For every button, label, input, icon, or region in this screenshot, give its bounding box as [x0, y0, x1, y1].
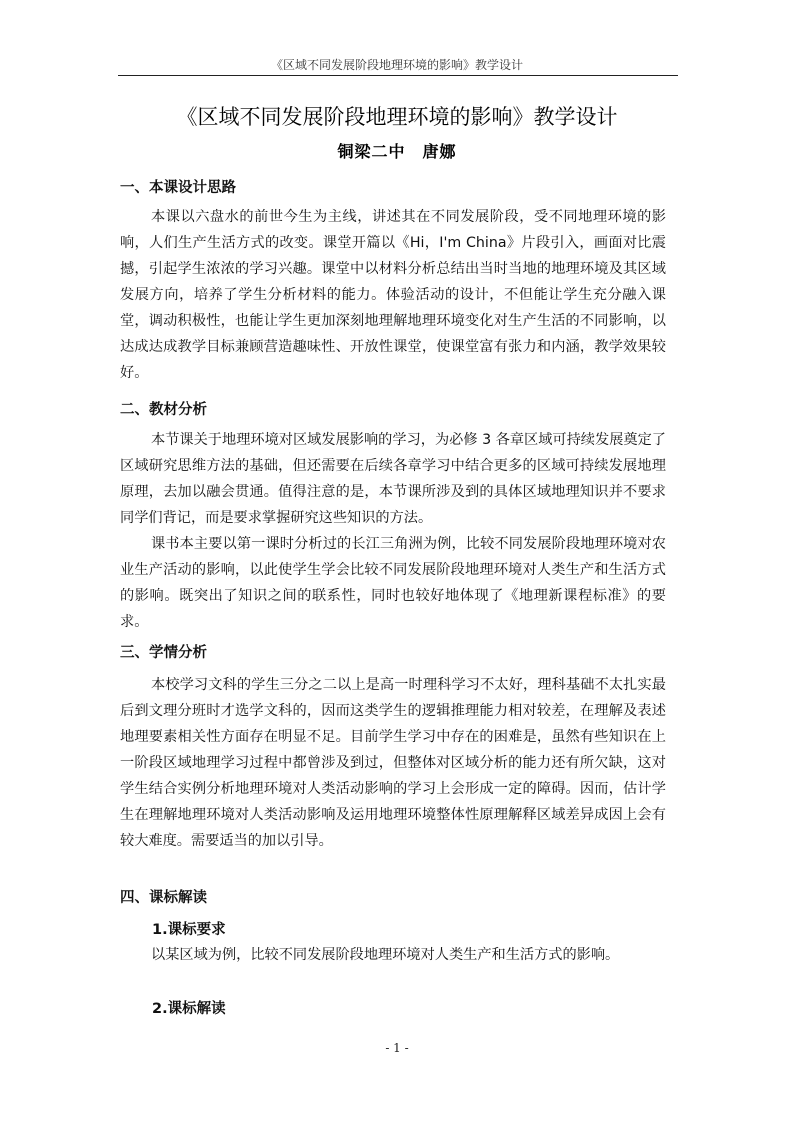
subheading-curriculum-requirement: 1.课标要求: [152, 922, 226, 938]
header-divider: [118, 75, 678, 76]
paragraph-textbook-analysis-1: 本节课关于地理环境对区域发展影响的学习，为必修 3 各章区域可持续发展奠定了区域研究思维方法的基础，但还需要在后续各章学习中结合更多的区域可持续发展地理原理，去加以融会贯通。值得注意的是，本节课所涉及到的具体区域地理知识并不要求同学们背记，而是要求掌握研究这些知识的方法。: [120, 432, 666, 526]
subheading-curriculum-interpretation: 2.课标解读: [152, 1001, 226, 1017]
running-header-title: 《区域不同发展阶段地理环境的影响》教学设计: [270, 58, 523, 72]
paragraph-curriculum-requirement: 以某区域为例，比较不同发展阶段地理环境对人类生产和生活方式的影响。: [151, 947, 620, 963]
section-heading-design-ideas: 一、本课设计思路: [120, 180, 236, 196]
section-heading-student-analysis: 三、学情分析: [120, 645, 207, 661]
paragraph-design-ideas: 本课以六盘水的前世今生为主线，讲述其在不同发展阶段，受不同地理环境的影响，人们生产生活方式的改变。课堂开篇以《Hi，I'm China》片段引入，画面对比震撼，引起学生浓浓的学习兴趣。课堂中以材料分析总结出当时当地的地理环境及其区域发展方向，培养了学生分析材料的能力。体验活动的设计，不但能让学生充分融入课堂，调动积极性，也能让学生更加深刻地理解地理环境变化对生产生活的不同影响，以达成达成教学目标兼顾营造趣味性、开放性课堂，使课堂富有张力和内涵，教学效果较好。: [120, 209, 666, 381]
section-heading-textbook-analysis: 二、教材分析: [120, 402, 207, 418]
document-title: 《区域不同发展阶段地理环境的影响》教学设计: [176, 105, 618, 129]
page-number: - 1 -: [385, 1041, 409, 1055]
paragraph-textbook-analysis-2: 课书本主要以第一课时分析过的长江三角洲为例，比较不同发展阶段地理环境对农业生产活动的影响，以此使学生学会比较不同发展阶段地理环境对人类生产和生活方式的影响。既突出了知识之间的联系性，同时也较好地体现了《地理新课程标准》的要求。: [120, 536, 666, 630]
section-heading-curriculum-standard: 四、课标解读: [120, 890, 207, 906]
author-line: 铜梁二中 唐娜: [337, 142, 457, 161]
paragraph-student-analysis: 本校学习文科的学生三分之二以上是高一时理科学习不太好，理科基础不太扎实最后到文理分班时才选学文科的，因而这类学生的逻辑推理能力相对较差，在理解及表述地理要素相关性方面存在明显不足。目前学生学习中存在的困难是，虽然有些知识在上一阶段区域地理学习过程中都曾涉及到过，但整体对区域分析的能力还有所欠缺，这对学生结合实例分析地理环境对人类活动影响的学习上会形成一定的障碍。因而，估计学生在理解地理环境对人类活动影响及运用地理环境整体性原理解释区域差异成因上会有较大难度。需要适当的加以引导。: [120, 677, 666, 849]
